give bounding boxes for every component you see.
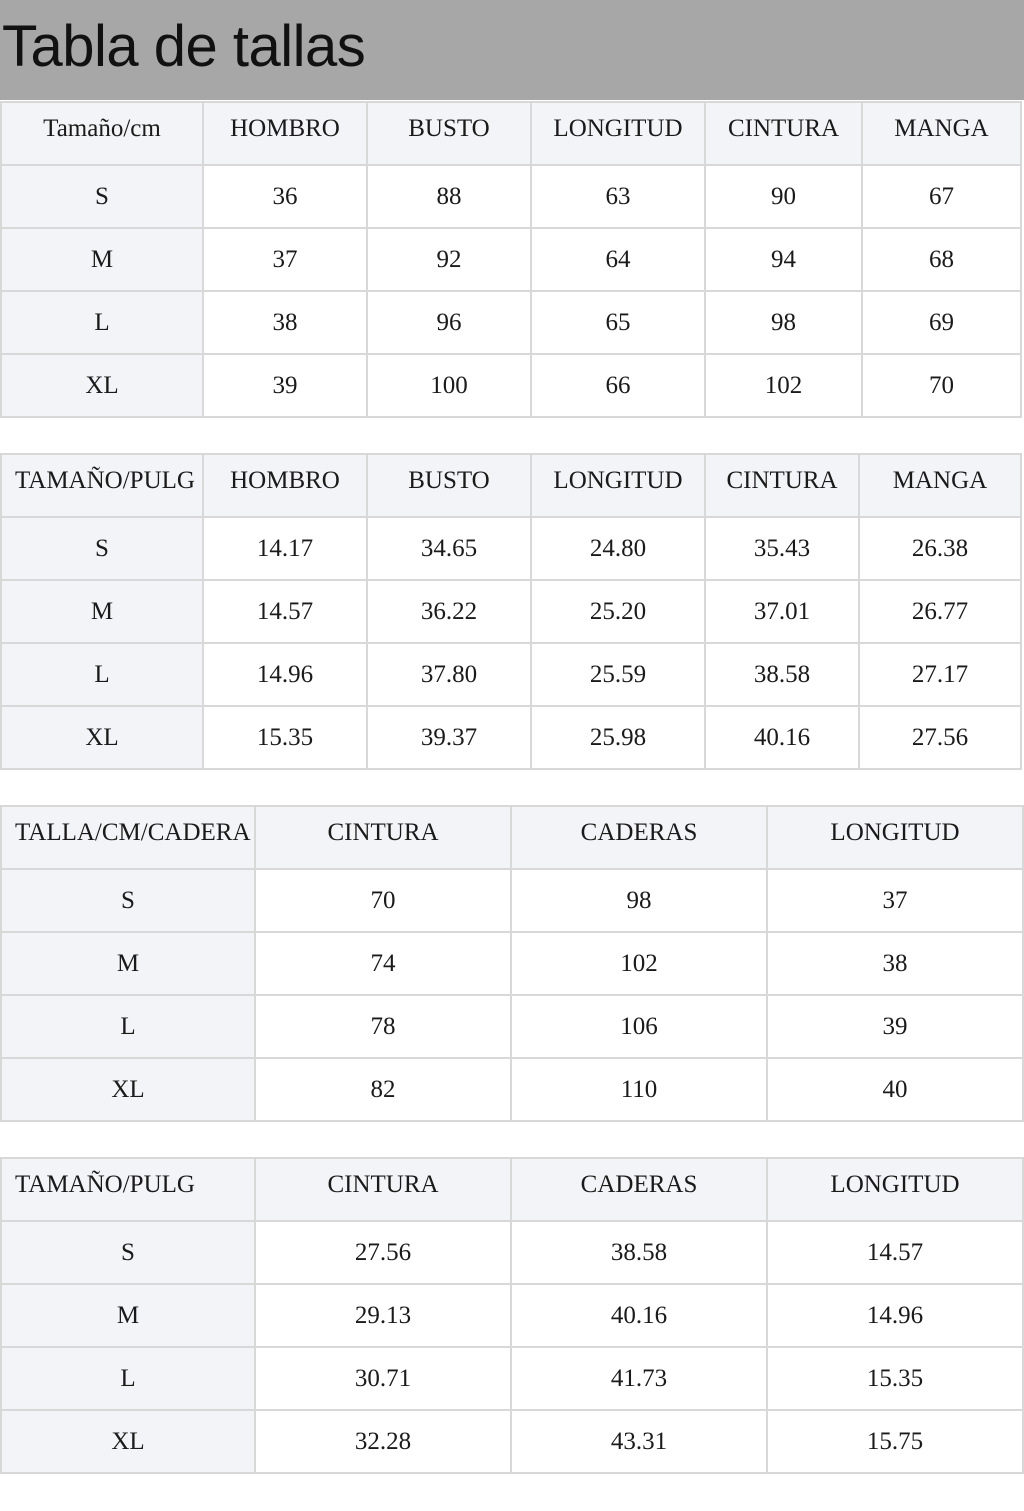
- page-title: Tabla de tallas: [2, 14, 366, 79]
- table-cell: 38.58: [706, 644, 858, 705]
- table-row: [2, 1285, 1022, 1346]
- table-cell: 27.56: [256, 1222, 510, 1283]
- table-header-cell: CINTURA: [256, 1159, 510, 1220]
- table-cell: 24.80: [532, 518, 704, 579]
- size-label-cell: S: [2, 870, 254, 931]
- table-cell: 90: [706, 166, 861, 227]
- table-header-cell: TAMAÑO/PULG: [2, 455, 202, 516]
- table-cell: 41.73: [512, 1348, 766, 1409]
- table-cell: 74: [256, 933, 510, 994]
- size-label-cell: S: [2, 1222, 254, 1283]
- size-label-cell: M: [2, 933, 254, 994]
- table-cell: 15.35: [204, 707, 366, 768]
- table-cell: 37.80: [368, 644, 530, 705]
- size-label-cell: M: [2, 581, 202, 642]
- table-cell: 92: [368, 229, 530, 290]
- table-row: [2, 355, 1020, 416]
- size-table-cm-bottom: [0, 805, 1024, 1122]
- table-cell: 94: [706, 229, 861, 290]
- size-label-cell: M: [2, 229, 202, 290]
- table-cell: 98: [706, 292, 861, 353]
- table-cell: 65: [532, 292, 704, 353]
- table-cell: 27.56: [860, 707, 1020, 768]
- table-cell: 39.37: [368, 707, 530, 768]
- table-cell: 14.57: [768, 1222, 1022, 1283]
- table-cell: 30.71: [256, 1348, 510, 1409]
- table-cell: 82: [256, 1059, 510, 1120]
- size-label-cell: L: [2, 996, 254, 1057]
- table-header-cell: LONGITUD: [532, 455, 704, 516]
- table-cell: 40.16: [512, 1285, 766, 1346]
- table-cell: 66: [532, 355, 704, 416]
- table-cell: 100: [368, 355, 530, 416]
- table-cell: 25.20: [532, 581, 704, 642]
- table-cell: 38: [204, 292, 366, 353]
- table-header-row: [2, 1159, 1022, 1220]
- size-label-cell: S: [2, 518, 202, 579]
- table-row: [2, 229, 1020, 290]
- table-cell: 96: [368, 292, 530, 353]
- table-cell: 40: [768, 1059, 1022, 1120]
- table-header-cell: MANGA: [863, 103, 1020, 164]
- table-cell: 14.96: [204, 644, 366, 705]
- table-row: [2, 707, 1020, 768]
- size-label-cell: XL: [2, 707, 202, 768]
- size-label-cell: XL: [2, 1411, 254, 1472]
- table-cell: 26.77: [860, 581, 1020, 642]
- table-row: [2, 166, 1020, 227]
- table-cell: 25.98: [532, 707, 704, 768]
- table-cell: 69: [863, 292, 1020, 353]
- table-cell: 15.75: [768, 1411, 1022, 1472]
- table-header-row: [2, 103, 1020, 164]
- table-cell: 34.65: [368, 518, 530, 579]
- table-row: [2, 1348, 1022, 1409]
- table-cell: 98: [512, 870, 766, 931]
- table-cell: 70: [863, 355, 1020, 416]
- table-header-cell: CADERAS: [512, 807, 766, 868]
- table-header-cell: BUSTO: [368, 455, 530, 516]
- table-cell: 78: [256, 996, 510, 1057]
- table-cell: 37: [204, 229, 366, 290]
- size-label-cell: L: [2, 1348, 254, 1409]
- size-table-inch-top: [0, 453, 1022, 770]
- table-cell: 102: [512, 933, 766, 994]
- table-header-cell: MANGA: [860, 455, 1020, 516]
- table-cell: 38: [768, 933, 1022, 994]
- table-row: [2, 1059, 1022, 1120]
- table-cell: 102: [706, 355, 861, 416]
- table-header-row: [2, 455, 1020, 516]
- table-cell: 38.58: [512, 1222, 766, 1283]
- table-header-cell: CADERAS: [512, 1159, 766, 1220]
- table-header-cell: LONGITUD: [768, 1159, 1022, 1220]
- table-cell: 37.01: [706, 581, 858, 642]
- table-header-cell: CINTURA: [706, 103, 861, 164]
- table-row: [2, 518, 1020, 579]
- table-cell: 63: [532, 166, 704, 227]
- table-header-cell: HOMBRO: [204, 455, 366, 516]
- table-cell: 68: [863, 229, 1020, 290]
- size-label-cell: L: [2, 644, 202, 705]
- table-cell: 32.28: [256, 1411, 510, 1472]
- table-cell: 39: [768, 996, 1022, 1057]
- title-bar: [0, 0, 1024, 100]
- size-label-cell: XL: [2, 1059, 254, 1120]
- table-cell: 25.59: [532, 644, 704, 705]
- table-row: [2, 870, 1022, 931]
- table-cell: 36: [204, 166, 366, 227]
- table-header-cell: BUSTO: [368, 103, 530, 164]
- table-row: [2, 292, 1020, 353]
- table-header-row: [2, 807, 1022, 868]
- table-header-cell: HOMBRO: [204, 103, 366, 164]
- table-row: [2, 1222, 1022, 1283]
- table-cell: 40.16: [706, 707, 858, 768]
- table-row: [2, 933, 1022, 994]
- table-header-cell: CINTURA: [256, 807, 510, 868]
- size-label-cell: L: [2, 292, 202, 353]
- table-header-cell: Tamaño/cm: [2, 103, 202, 164]
- size-label-cell: XL: [2, 355, 202, 416]
- table-row: [2, 996, 1022, 1057]
- table-header-cell: LONGITUD: [532, 103, 704, 164]
- table-cell: 15.35: [768, 1348, 1022, 1409]
- table-cell: 29.13: [256, 1285, 510, 1346]
- table-cell: 67: [863, 166, 1020, 227]
- table-cell: 37: [768, 870, 1022, 931]
- table-cell: 43.31: [512, 1411, 766, 1472]
- table-row: [2, 581, 1020, 642]
- table-cell: 35.43: [706, 518, 858, 579]
- table-header-cell: TAMAÑO/PULG: [2, 1159, 254, 1220]
- table-cell: 14.96: [768, 1285, 1022, 1346]
- table-cell: 70: [256, 870, 510, 931]
- table-header-cell: LONGITUD: [768, 807, 1022, 868]
- table-cell: 110: [512, 1059, 766, 1120]
- table-row: [2, 1411, 1022, 1472]
- table-cell: 64: [532, 229, 704, 290]
- table-cell: 39: [204, 355, 366, 416]
- table-cell: 106: [512, 996, 766, 1057]
- size-table-cm-top: [0, 101, 1022, 418]
- table-cell: 26.38: [860, 518, 1020, 579]
- size-label-cell: S: [2, 166, 202, 227]
- table-cell: 36.22: [368, 581, 530, 642]
- table-cell: 14.17: [204, 518, 366, 579]
- table-cell: 27.17: [860, 644, 1020, 705]
- table-cell: 14.57: [204, 581, 366, 642]
- size-label-cell: M: [2, 1285, 254, 1346]
- table-header-cell: CINTURA: [706, 455, 858, 516]
- table-header-cell: TALLA/CM/CADERA: [2, 807, 254, 868]
- table-row: [2, 644, 1020, 705]
- size-table-inch-bottom: [0, 1157, 1024, 1474]
- table-cell: 88: [368, 166, 530, 227]
